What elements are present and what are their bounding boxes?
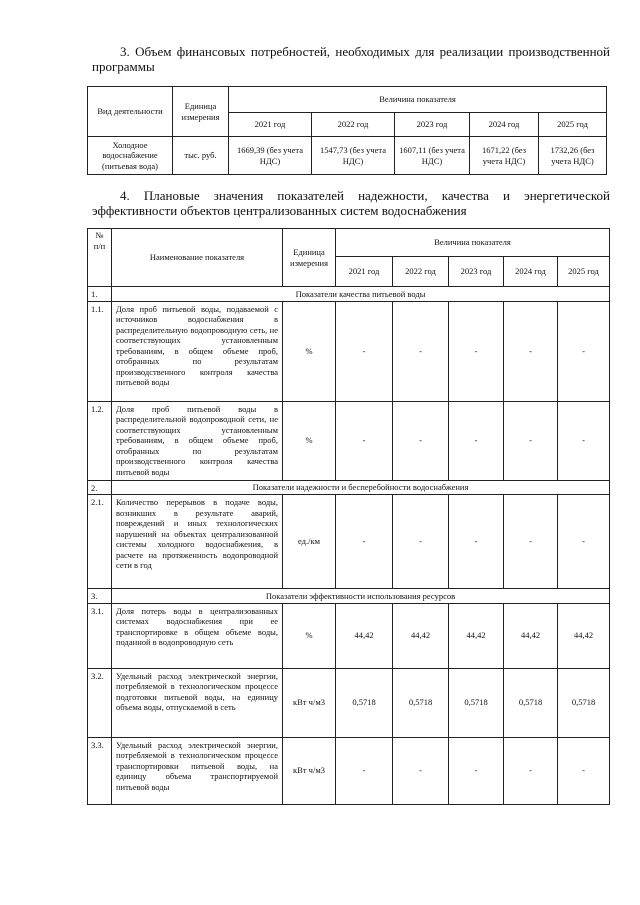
value-cell: - (336, 737, 393, 804)
year-header: 2022 год (393, 257, 449, 287)
value-cell: 0,5718 (449, 668, 504, 737)
col-value-header: Величина показателя (229, 87, 607, 113)
value-cell: 44,42 (504, 603, 558, 668)
section-title: Показатели эффективности использования ресурсов (112, 589, 610, 604)
col-unit-header: Единица измерения (173, 87, 229, 137)
value-cell: - (336, 401, 393, 480)
value-cell: - (336, 301, 393, 401)
table-row (88, 737, 610, 804)
value-cell: 1669,39 (без учета НДС) (229, 137, 312, 175)
activity-cell: Холодное водоснабжение (питьевая вода) (88, 137, 173, 175)
table-row (88, 603, 610, 668)
section-3-title: 3. Объем финансовых потребностей, необходимых для реализации производственной программы (92, 44, 610, 74)
unit-cell: тыс. руб. (173, 137, 229, 175)
indicators-table (87, 228, 610, 805)
value-cell: 1547,73 (без учета НДС) (312, 137, 395, 175)
year-header: 2023 год (395, 113, 470, 137)
value-cell: 0,5718 (558, 668, 610, 737)
financial-needs-table (87, 86, 607, 175)
year-header: 2022 год (312, 113, 395, 137)
row-num: 2.1. (88, 495, 112, 589)
unit-cell: кВт ч/м3 (283, 668, 336, 737)
value-cell: 44,42 (393, 603, 449, 668)
value-cell: 44,42 (449, 603, 504, 668)
value-cell: 1671,22 (без учета НДС) (470, 137, 539, 175)
section-num: 2. (88, 480, 112, 495)
value-cell: - (504, 401, 558, 480)
row-num: 1.1. (88, 301, 112, 401)
value-cell: - (558, 301, 610, 401)
table-row (88, 668, 610, 737)
value-cell: 0,5718 (336, 668, 393, 737)
year-header: 2021 год (229, 113, 312, 137)
table-row (88, 495, 610, 589)
indicator-name: Удельный расход электрической энергии, потребляемой в технологическом процессе подготовки питьевой воды, на единицу объема воды, отпускаемой в сеть (112, 668, 283, 737)
value-cell: - (393, 495, 449, 589)
year-header: 2025 год (558, 257, 610, 287)
section-4-title: 4. Плановые значения показателей надежности, качества и энергетической эффективности объектов централизованных систем водоснабжения (92, 188, 610, 218)
year-header: 2023 год (449, 257, 504, 287)
value-cell: - (504, 495, 558, 589)
unit-cell: % (283, 603, 336, 668)
value-cell: - (558, 737, 610, 804)
year-header: 2025 год (539, 113, 607, 137)
indicator-name: Доля потерь воды в централизованных системах водоснабжения при ее транспортировке в общем объеме воды, поданной в водопроводную сеть (112, 603, 283, 668)
value-cell: - (393, 401, 449, 480)
section-num: 3. (88, 589, 112, 604)
unit-cell: кВт ч/м3 (283, 737, 336, 804)
year-header: 2024 год (504, 257, 558, 287)
value-cell: 44,42 (336, 603, 393, 668)
value-cell: - (449, 495, 504, 589)
table-row (88, 401, 610, 480)
value-cell: 0,5718 (393, 668, 449, 737)
year-header: 2021 год (336, 257, 393, 287)
col-value-header: Величина показателя (336, 229, 610, 257)
value-cell: - (504, 737, 558, 804)
unit-cell: ед./км (283, 495, 336, 589)
value-cell: - (449, 737, 504, 804)
value-cell: 1607,11 (без учета НДС) (395, 137, 470, 175)
col-num-header: № п/п (88, 229, 112, 287)
indicator-name: Доля проб питьевой воды, подаваемой с источников водоснабжения в распределительную водопроводную сеть, не соответствующих установленным требованиям, в общем объеме проб, отобранных по результатам производственного контроля качества питьевой воды (112, 301, 283, 401)
unit-cell: % (283, 401, 336, 480)
unit-cell: % (283, 301, 336, 401)
col-activity-header: Вид деятельности (88, 87, 173, 137)
value-cell: 44,42 (558, 603, 610, 668)
indicator-name: Удельный расход электрической энергии, потребляемой в технологическом процессе транспортировки питьевой воды, на единицу объема транспортируемой питьевой воды (112, 737, 283, 804)
year-header: 2024 год (470, 113, 539, 137)
value-cell: - (336, 495, 393, 589)
value-cell: - (393, 737, 449, 804)
row-num: 1.2. (88, 401, 112, 480)
indicator-name: Доля проб питьевой воды в распределительной водопроводной сети, не соответствующих установленным требованиям, в общем объеме проб, отобранных по результатам производственного контроля качества питьевой воды (112, 401, 283, 480)
col-unit-header: Единица измерения (283, 229, 336, 287)
value-cell: 1732,26 (без учета НДС) (539, 137, 607, 175)
section-title: Показатели надежности и бесперебойности водоснабжения (112, 480, 610, 495)
section-title: Показатели качества питьевой воды (112, 287, 610, 302)
row-num: 3.2. (88, 668, 112, 737)
value-cell: 0,5718 (504, 668, 558, 737)
indicator-name: Количество перерывов в подаче воды, возникших в результате аварий, повреждений и иных технологических нарушений на объектах централизованной системы холодного водоснабжения, в расчете на протяженность водопроводной сети в год (112, 495, 283, 589)
table-row (88, 137, 607, 175)
table-row (88, 301, 610, 401)
value-cell: - (449, 401, 504, 480)
row-num: 3.3. (88, 737, 112, 804)
col-name-header: Наименование показателя (112, 229, 283, 287)
section-num: 1. (88, 287, 112, 302)
value-cell: - (558, 495, 610, 589)
section-row (88, 589, 610, 604)
value-cell: - (393, 301, 449, 401)
row-num: 3.1. (88, 603, 112, 668)
value-cell: - (504, 301, 558, 401)
section-row (88, 480, 610, 495)
value-cell: - (449, 301, 504, 401)
value-cell: - (558, 401, 610, 480)
section-row (88, 287, 610, 302)
